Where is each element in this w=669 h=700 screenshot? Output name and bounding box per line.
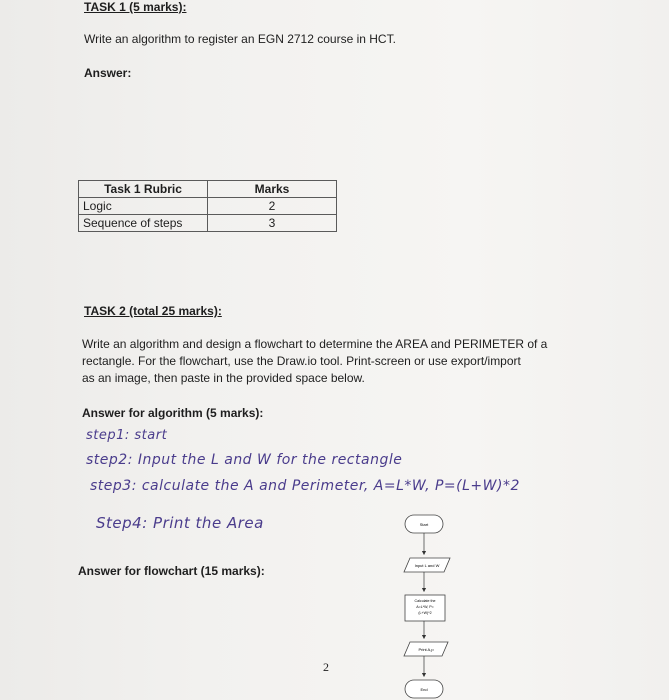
- table-row: [79, 215, 337, 232]
- task1-instruction: Write an algorithm to register an EGN 2712 course in HCT.: [84, 32, 396, 46]
- flowchart-start-label: Start: [419, 522, 429, 527]
- table-row: [79, 198, 337, 215]
- instruction-line: rectangle. For the flowchart, use the Draw.io tool. Print-screen or use export/import: [82, 354, 521, 368]
- handwritten-step-1: step1: start: [86, 428, 168, 443]
- instruction-line: Write an algorithm and design a flowchart to determine the AREA and PERIMETER of a: [82, 337, 548, 351]
- flowchart-process-label-line3: (L+W)*2: [418, 611, 432, 615]
- flowchart-input-label: Input L and W: [414, 563, 440, 568]
- task2-instruction: [82, 336, 547, 387]
- rubric-criterion: Logic: [79, 198, 208, 215]
- rubric-header-row: [79, 181, 337, 198]
- task1-answer-label: Answer:: [84, 66, 132, 80]
- flowchart-print-label: Print A,p: [418, 647, 434, 652]
- rubric-header-criterion: Task 1 Rubric: [79, 181, 208, 198]
- handwritten-step-2: step2: Input the L and W for the rectangle: [86, 452, 403, 468]
- flowchart-process-label-line2: A=L*W, P=: [416, 605, 434, 609]
- rubric-criterion: Sequence of steps: [79, 215, 208, 232]
- flowchart: [380, 505, 480, 700]
- instruction-line: as an image, then paste in the provided space below.: [82, 371, 365, 385]
- page-number: 2: [323, 660, 329, 674]
- task1-heading: TASK 1 (5 marks):: [84, 0, 187, 14]
- rubric-marks: 2: [208, 198, 337, 215]
- algorithm-label: Answer for algorithm (5 marks):: [82, 406, 264, 420]
- rubric-marks: 3: [208, 215, 337, 232]
- handwritten-step-3: step3: calculate the A and Perimeter, A=L*W, P=(L+W)*2: [90, 478, 520, 494]
- flowchart-label: Answer for flowchart (15 marks):: [78, 564, 265, 578]
- flowchart-process-label-line1: Calculate the: [414, 599, 436, 603]
- task2-heading: TASK 2 (total 25 marks):: [84, 304, 222, 318]
- handwritten-step-4: Step4: Print the Area: [96, 514, 264, 532]
- rubric-header-marks: Marks: [208, 181, 337, 198]
- flowchart-end-label: End: [420, 687, 428, 692]
- rubric-table: [78, 180, 337, 232]
